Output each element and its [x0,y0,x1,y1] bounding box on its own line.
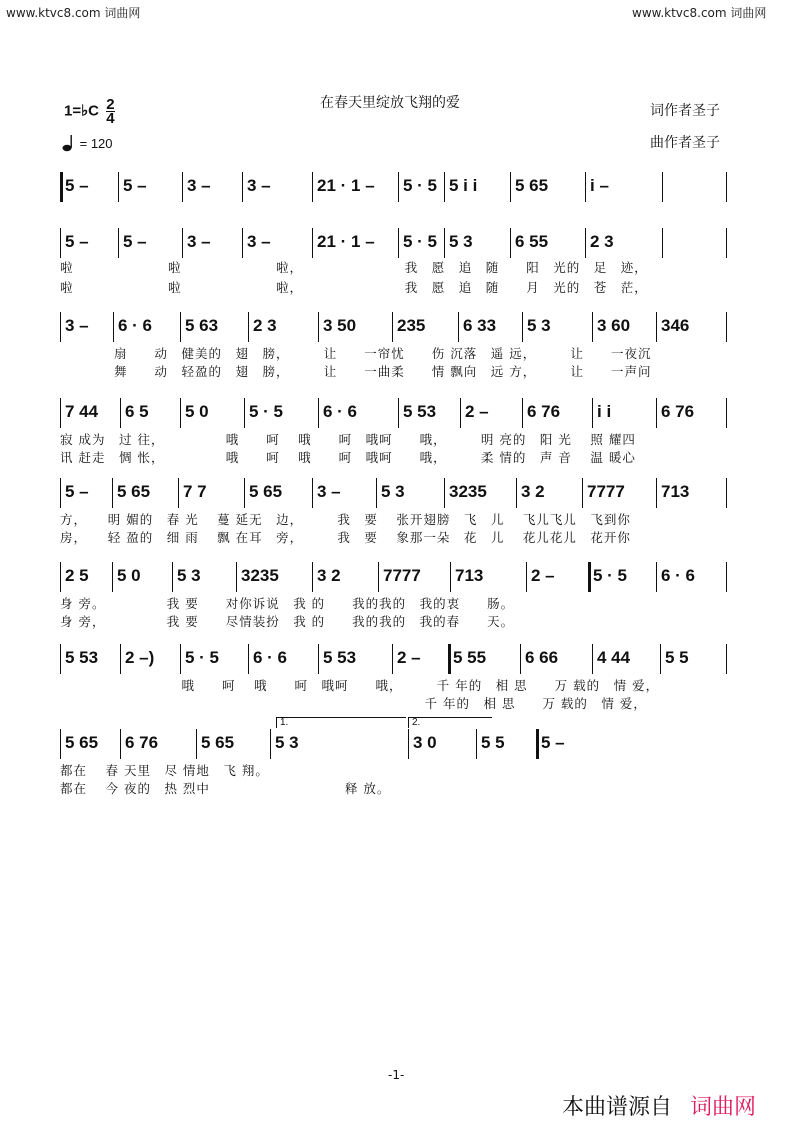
barline [726,228,727,258]
barline [656,398,657,428]
score-system [0,562,793,629]
lyric-line: 哦 呵 哦 呵 哦呵 哦， 千 年的 相 思 万 载的 情 爱， [60,678,660,693]
score-system [0,312,793,379]
barline [318,644,319,674]
barline [113,312,114,342]
barline [312,478,313,508]
barline [60,398,61,428]
lyric-line: 啦 啦 啦， 我 愿 追 随 月 光的 苍 茫， [60,280,648,295]
measure-notes: 5 – [65,176,89,195]
barline [585,228,586,258]
measure-notes: 5 · 5 [403,232,438,251]
barline [592,398,593,428]
barline [408,729,409,759]
measure-notes: 5 53 [323,648,357,667]
score-system [0,717,793,796]
brand-site: 词曲网 [690,1095,757,1120]
barline [444,478,445,508]
barline [656,562,657,592]
barline [120,644,121,674]
measure-notes: 5 – [123,176,147,195]
measure-notes: 3 – [247,176,271,195]
measure-notes: 2 3 [253,316,277,335]
measure-notes: 5 0 [185,402,209,421]
measure-notes: 5 – [65,482,89,501]
measure-notes: 5 · 5 [249,402,284,421]
measure-notes: 5 53 [65,648,99,667]
brand-footer [562,1090,756,1121]
key-label: 1=♭C [64,102,100,120]
measure-notes: 3 – [317,482,341,501]
measure-notes: 7777 [587,482,625,501]
barline [236,562,237,592]
measure-notes: 3 50 [323,316,357,335]
measure-notes: 6 · 6 [661,566,696,585]
barline [244,398,245,428]
barline [398,398,399,428]
measure-notes: 6 33 [463,316,497,335]
measure-notes: 3235 [241,566,279,585]
measure-notes: 7777 [383,566,421,585]
measure-notes: 6 · 6 [253,648,288,667]
barline [244,478,245,508]
barline [726,398,727,428]
measure-notes: 5 65 [515,176,549,195]
barline [60,228,61,258]
barline [392,312,393,342]
barline [318,398,319,428]
measure-notes: 2 – [465,402,489,421]
barline [312,228,313,258]
measure-notes: 5 · 5 [403,176,438,195]
barline [242,172,243,202]
barline [450,562,451,592]
measure-notes: 5 65 [65,733,99,752]
barline [448,644,451,674]
measure-notes: 2 3 [590,232,614,251]
measure-notes: 5 65 [249,482,283,501]
volta-second-ending: 2. [408,717,492,728]
barline [520,644,521,674]
measure-notes: 5 5 [481,733,505,752]
barline [242,228,243,258]
measure-notes: 5 · 5 [185,648,220,667]
measure-notes: 2 5 [65,566,89,585]
measure-notes: i i [597,402,612,421]
barline [60,644,61,674]
barline [726,562,727,592]
barline [522,398,523,428]
watermark-right: www.ktvc8.com 词曲网 [632,6,767,20]
measure-notes: 3 2 [521,482,545,501]
barline [180,312,181,342]
barline [582,478,583,508]
measure-notes: 3 2 [317,566,341,585]
score-system [0,478,793,545]
measure-notes: 6 · 6 [323,402,358,421]
barline [656,478,657,508]
measure-notes: 3 60 [597,316,631,335]
barline [376,478,377,508]
barline [398,172,399,202]
measure-notes: 5 3 [275,733,299,752]
barline [182,172,183,202]
barline [656,312,657,342]
barline [510,228,511,258]
measure-notes: 235 [397,316,426,335]
lyric-line: 方， 明 媚的 春 光 蔓 延无 边， 我 要 张开翅膀 飞 儿 飞儿飞儿 飞到你 [60,512,631,527]
measure-notes: 6 55 [515,232,549,251]
measure-notes: 6 76 [661,402,695,421]
barline [312,172,313,202]
measure-notes: 2 – [397,648,421,667]
measure-notes: 5 3 [177,566,201,585]
barline [458,312,459,342]
measure-notes: 3 – [187,232,211,251]
volta-first-ending: 1. [276,717,406,728]
barline [726,312,727,342]
time-numerator: 2 [106,96,115,113]
barline [588,562,591,592]
lyric-line: 舞 动 轻盈的 翅 膀， 让 一曲柔 情 飘向 远 方， 让 一声问 [60,364,652,379]
measure-notes: 4 44 [597,648,631,667]
barline [476,729,477,759]
barline [60,172,63,202]
barline [270,729,271,759]
measure-notes: 7 44 [65,402,99,421]
barline [120,729,121,759]
barline [444,172,445,202]
tempo-mark [62,134,113,152]
measure-notes: 21 · 1 – [317,176,375,195]
lyric-line: 讯 赶走 惆 怅， 哦 呵 哦 呵 哦呵 哦， 柔 情的 声 音 温 暖心 [60,450,636,465]
barline [662,172,663,202]
measure-notes: 5 65 [201,733,235,752]
barline [726,644,727,674]
barline [592,312,593,342]
song-title: 在春天里绽放飞翔的爱 [320,95,460,111]
barline [120,398,121,428]
lyric-line: 都在 春 天里 尽 情地 飞 翔。 [60,763,269,778]
time-signature [106,98,114,125]
lyric-line: 都在 今 夜的 热 烈中 释 放。 [60,781,391,796]
measure-notes: 7 7 [183,482,207,501]
barline [585,172,586,202]
score-system [0,228,793,295]
barline [60,312,61,342]
measure-notes: 713 [661,482,690,501]
barline [172,562,173,592]
lyricist-credit: 词作者圣子 [650,103,720,119]
measure-notes: 2 – [531,566,555,585]
measure-notes: 2 –) [125,648,155,667]
barline [392,644,393,674]
measure-notes: 6 5 [125,402,149,421]
lyric-line: 身 旁， 我 要 尽情装扮 我 的 我的我的 我的春 天。 [60,614,515,629]
barline [660,644,661,674]
lyric-line: 身 旁。 我 要 对你诉说 我 的 我的我的 我的衷 肠。 [60,596,515,611]
barline [510,172,511,202]
barline [60,729,61,759]
measure-notes: 6 66 [525,648,559,667]
barline [118,172,119,202]
brand-text: 本曲谱源自 [562,1095,673,1120]
barline [460,398,461,428]
page-number: -1- [388,1068,405,1082]
measure-notes: 6 76 [527,402,561,421]
measure-notes: 5 65 [117,482,151,501]
time-denominator: 4 [106,110,115,127]
score-system [0,398,793,465]
measure-notes: 5 5 [665,648,689,667]
barline [60,478,61,508]
watermark-left: www.ktvc8.com 词曲网 [6,6,141,20]
measure-notes: 5 3 [381,482,405,501]
measure-notes: 5 53 [403,402,437,421]
barline [312,562,313,592]
measure-notes: 5 3 [449,232,473,251]
measure-notes: 5 i i [449,176,478,195]
barline [248,644,249,674]
barline [662,228,663,258]
measure-notes: 5 0 [117,566,141,585]
barline [522,312,523,342]
measure-notes: 5 – [541,733,565,752]
score-system [0,172,793,210]
measure-notes: 3235 [449,482,487,501]
measure-notes: 5 3 [527,316,551,335]
measure-notes: 3 0 [413,733,437,752]
barline [444,228,445,258]
measure-notes: 21 · 1 – [317,232,375,251]
measure-notes: 6 · 6 [118,316,153,335]
measure-notes: 713 [455,566,484,585]
barline [180,644,181,674]
barline [726,172,727,202]
barline [592,644,593,674]
barline [536,729,539,759]
barline [726,478,727,508]
barline [112,562,113,592]
barline [196,729,197,759]
measure-notes: 3 – [187,176,211,195]
composer-credit: 曲作者圣子 [650,135,720,151]
barline [526,562,527,592]
measure-notes: 5 · 5 [593,566,628,585]
lyric-line: 寂 成为 过 往， 哦 呵 哦 呵 哦呵 哦， 明 亮的 阳 光 照 耀四 [60,432,636,447]
barline [178,478,179,508]
measure-notes: 5 – [123,232,147,251]
barline [318,312,319,342]
measure-notes: 3 – [247,232,271,251]
lyric-line: 啦 啦 啦， 我 愿 追 随 阳 光的 足 迹， [60,260,648,275]
measure-notes: 3 – [65,316,89,335]
barline [398,228,399,258]
quarter-note-icon [62,134,76,152]
barline [248,312,249,342]
score-system [0,644,793,711]
measure-notes: 5 – [65,232,89,251]
tempo-value: = 120 [79,136,113,151]
measure-notes: 5 63 [185,316,219,335]
key-signature [64,98,115,125]
lyric-line: 扇 动 健美的 翅 膀， 让 一帘忧 伤 沉落 遥 远， 让 一夜沉 [60,346,652,361]
barline [118,228,119,258]
measure-notes: i – [590,176,609,195]
measure-notes: 6 76 [125,733,159,752]
measure-notes: 346 [661,316,690,335]
lyric-line: 房， 轻 盈的 细 雨 飘 在耳 旁， 我 要 象那一朵 花 儿 花儿花儿 花开你 [60,530,631,545]
measure-notes: 5 55 [453,648,487,667]
lyric-line: 千 年的 相 思 万 载的 情 爱， [60,696,647,711]
barline [182,228,183,258]
barline [180,398,181,428]
barline [112,478,113,508]
barline [60,562,61,592]
barline [378,562,379,592]
barline [516,478,517,508]
